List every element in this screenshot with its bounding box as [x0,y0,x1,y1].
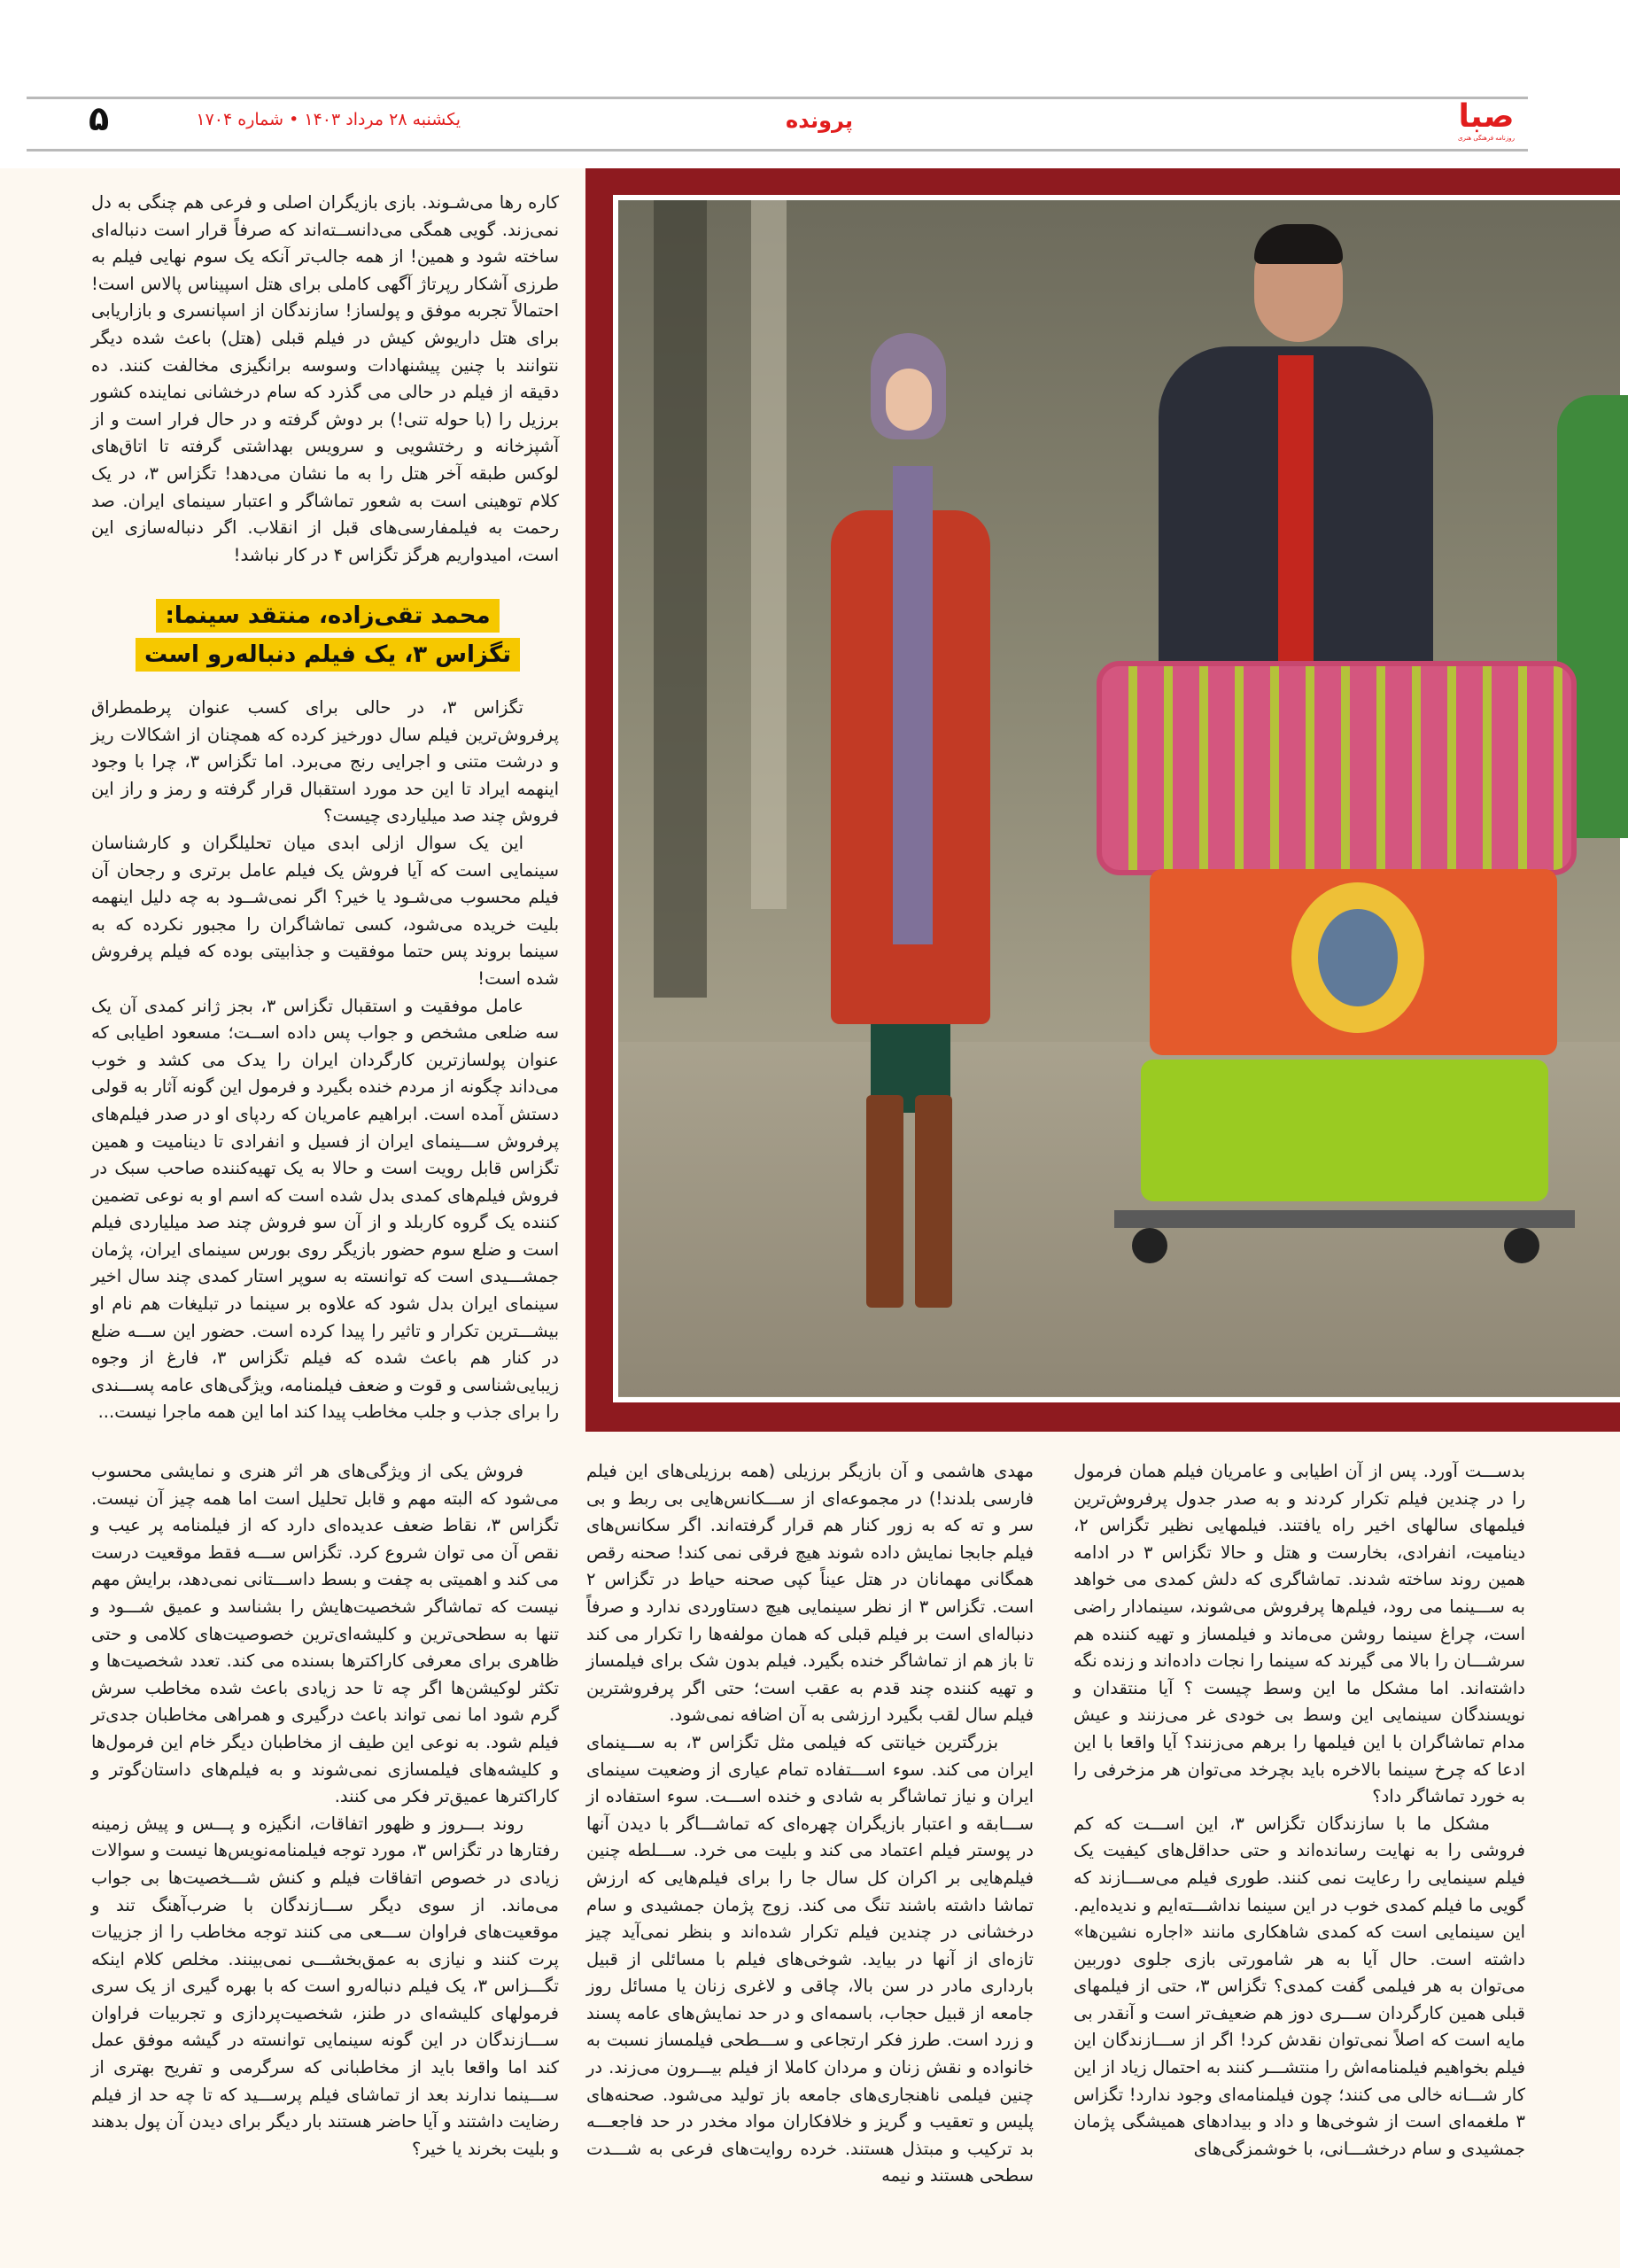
logo-word: صبا [1458,98,1515,135]
headline-line-2: تگزاس ۳، یک فیلم دنباله‌رو است [136,638,520,672]
article-column-a-top [91,190,559,572]
header-bottom-rule [27,149,1528,151]
background-pillar [751,200,787,909]
article-photo [618,200,1620,1397]
paragraph: کاره رها می‌شـوند. بازی بازیگران اصلی و فرعی هم چنگی به دل نمی‌زند. گویی همگی می‌دانســته‌اند که صرفاً قرار است دنباله‌ای ساخته شود و همین! از همه جالب‌تر آنکه یک سوم نهایی فیلم به طرزی آشکار رپرتاژ آگهی کاملی برای هتل اسپیناس پالاس است! احتمالاً تجربه موفق و پولساز! سازندگان از اسپانسری و بازاریابی برای هتل داریوش کیش در فیلم قبلی (هتل) باعث شده دیگر نتوانند با چنین پیشنهادات وسوسه برانگیزی مخالفت کنند. ده دقیقه از فیلم در حالی می گذرد که سام درخشانی نماینده کشور برزیل را (با حوله تنی!) بر دوش گرفته و در حال فرار است و از آشپزخانه و رختشویی و سرویس بهداشتی گرفته تا اتاق‌های لوکس طبقه آخر هتل را به ما نشان می‌دهد! تگزاس ۳، در یک کلام توهینی است به شعور تماشاگر و اعتبار سینمای ایران. صد رحمت به فیلمفارسی‌های قبل از انقلاب. اگر دنباله‌سازی این است، امیدواریم هرگز تگزاس ۴ در کار نباشد! [91,192,560,565]
paragraph: مشکل ما با سازندگان تگزاس ۳، این اســـت که کم فروشی را به نهایت رسانده‌اند و حتی حداقل‌های کیفیت یک فیلم سینمایی را رعایت نمی کنند. طوری فیلم می‌ســـازند که گویی ما فیلم کمدی خوب در این سینما نداشـــته‌ایم و ندیده‌ایم. این سینمایی است که کمدی شاهکاری مانند «اجاره نشین‌ها» داشته است. حال آیا به هر شامورتی بازی جلوی دوربین می‌توان به هر فیلمی گفت کمدی؟ تگزاس ۳، حتی از فیلمهای قبلی همین کارگردان ســـری دوز هم ضعیف‌تر است و آنقدر بی مایه است که اصلاً نمی‌توان نقدش کرد! اگر از ســـازندگان این فیلم بخواهیم فیلمنامه‌اش را منتشـــر کنند به احتمال زیاد از این کار شـــانه خالی می کنند؛ چون فیلمنامه‌ای وجود ندارد! تگزاس ۳ ملغمه‌ای است از شوخی‌ها و داد و بیدادهای همیشگی پژمان جمشیدی و سام درخشـــانی، با خوشمزگی‌های [1074,1813,1525,2159]
cart-wheel [1504,1228,1539,1263]
article-column-a-bottom [91,695,559,1448]
pink-suitcase [1097,661,1577,875]
paragraph: عامل موفقیت و استقبال تگزاس ۳، بجز ژانر کمدی آن یک سه ضلعی مشخص و جواب پس داده اســت؛ مسعود اطیابی که عنوان پولسازترین کارگردان ایران را یدک می کشد و خوب می‌داند چگونه از مردم خنده بگیرد و فرمول این گونه آثار به قولی دستش آمده است. ابراهیم عامریان که ردپای او در صدر فیلم‌های پرفروش ســـینمای ایران از فسیل و انفرادی تا دینامیت و همین تگزاس قابل رویت است و حالا به یک تهیه‌کننده صاحب سبک در فروش فیلم‌های کمدی بدل شده است که اسم او به نوعی تضمین کننده یک گروه کاربلد و از آن سو فروش چند صد میلیاردی فیلم است و ضلع سوم حضور بازیگر روی بورس سینمای ایران، پژمان جمشـــیدی است که توانسته به سوپر استار کمدی چند سال اخیر سینمای ایران بدل شود که علاوه بر سینما در تبلیغات هم نام او بیشـــترین تکرار و تاثیر را پیدا کرده است. حضور این ســـه ضلع در کنار هم باعث شده که فیلم تگزاس ۳، فارغ از وجوه زیبایی‌شناسی و قوت و ضعف فیلمنامه، ویژگی‌های عامه پســـندی را برای جذب و جلب مخاطب پیدا کند اما این همه ماجرا نیست... [91,995,559,1423]
dateline: یکشنبه ۲۸ مرداد ۱۴۰۳ • شماره ۱۷۰۴ [196,110,461,129]
luggage-cart [1114,1210,1575,1228]
paragraph: تگزاس ۳، در حالی برای کسب عنوان پرطمطراق پرفروش‌ترین فیلم سال دورخیز کرده که همچنان از اشکالات ریز و درشت متنی و اجرایی رنج می‌برد. اما تگزاس ۳، چرا با وجود اینهمه ایراد تا این حد مورد استقبال قرار گرفته و رمز و راز این فروش چند صد میلیاردی چیست؟ [91,697,559,827]
article-column-right [1074,1458,1525,2167]
paragraph: فروش یکی از ویژگی‌های هر اثر هنری و نمایشی محسوب می‌شود که البته مهم و قابل تحلیل است اما همه چیز آن نیست. تگزاس ۳، نقاط ضعف عدیده‌ای دارد که از فیلمنامه پر عیب و نقص آن می توان شروع کرد. تگزاس ســـه فقط موقعیت درست می کند و اهمیتی به چفت و بسط داســـتانی نمی‌دهد، برایش مهم نیست که تماشاگر شخصیت‌هایش را بشناسد و عمیق شـــود و تنها به سطحی‌ترین و کلیشه‌ای‌ترین خصوصیت‌های کلامی و حتی ظاهری برای معرفی کاراکترها بسنده می کند. تعدد شخصیت‌ها و تکثر لوکیشن‌ها اگر چه تا حد زیادی باعث شده مخاطب سرش گرم شود اما نمی تواند باعث درگیری و همراهی مخاطبان جدی‌تر فیلم شود. به نوعی این طیف از مخاطبان دیگر خام این فرمول‌ها و کلیشه‌های فیلمسازی نمی‌شوند و به فیلم‌های داستان‌گوتر و کاراکترها عمیق‌تر فکر می کنند. [91,1461,559,1807]
woman-figure [831,333,990,1308]
newspaper-logo [1446,99,1527,143]
paragraph: روند بـــروز و ظهور اتفاقات، انگیزه و پـــس و پیش زمینه رفتارها در تگزاس ۳، مورد توجه فیلمنامه‌نویس‌ها نیست و سوالات زیادی در خصوص اتفاقات فیلم و کنش شـــخصیت‌ها بی جواب می‌ماند. از سوی دیگر ســـازندگان با ضرب‌آهنگ تند و موقعیت‌های فراوان ســـعی می کنند توجه مخاطب را از جزییات پرت کنند و نیازی به عمق‌بخشـــی نمی‌بینند. مخلص کلام اینکه تگـــزاس ۳، یک فیلم دنباله‌رو است که با بهره گیری از یک سری فرمولهای کلیشه‌ای در طنز، شخصیت‌پردازی و تجربیات فراوان ســـازندگان در این گونه سینمایی توانسته در گیشه موفق عمل کند اما واقعا باید از مخاطبانی که سرگرمی و تفریح بهتری از ســـینما ندارند بعد از تماشای فیلم پرســـید که تا چه حد از فیلم رضایت داشتند و آیا حاضر هستند بار دیگر برای دیدن آن پول بدهند و بلیت بخرند یا خیر؟ [91,1813,559,2159]
page-number: ۵ [89,99,110,138]
section-title: پرونده [786,108,853,133]
logo-tagline: روزنامه فرهنگی هنری [1457,135,1516,142]
headline-line-1: محمد تقی‌زاده، منتقد سینما: [156,599,499,633]
paragraph: بزرگترین خیانتی که فیلمی مثل تگزاس ۳، به ســـینمای ایران می کند. سوء اســـتفاده تمام عیاری از وضعیت سینمای ایران و نیاز تماشاگر به شادی و خنده اســـت. سوء استفاده از ســـابقه و اعتبار بازیگران چهره‌ای که تماشـــاگر با دیدن آنها در پوستر فیلم اعتماد می کند و بلیت می خرد. ســـلطه چنین فیلم‌هایی بر اکران کل سال جا را برای فیلم‌هایی که ارزش تماشا داشته باشند تنگ می کند. زوج پژمان جمشیدی و سام درخشانی در چندین فیلم تکرار شده‌اند و بنظر نمی‌آید چیز تازه‌ای از آنها در بیاید. شوخی‌های فیلم با مسائلی از قبیل بارداری مادر در سن بالا، چاقی و لاغری زنان یا مسائل روز جامعه از قبیل حجاب، باسمه‌ای و در حد نمایش‌های عامه پسند و زرد است. طرز فکر ارتجاعی و ســـطحی فیلمساز نسبت به خانواده و نقش زنان و مردان کاملا از فیلم بیـــرون می‌زند. در چنین فیلمی ناهنجاری‌های جامعه باز تولید می‌شود. صحنه‌های پلیس و تعقیب و گریز و خلافکاران مواد مخدر در حد فاجعـــه بد ترکیب و مبتذل هستند. خرده روایت‌های فرعی به شـــدت سطحی هستند و نیمه [586,1731,1034,2186]
header-top-rule [27,97,1528,99]
article-column-left [91,1458,559,2167]
green-suitcase [1141,1060,1548,1201]
suitcase-emblem-inner [1318,909,1398,1006]
paragraph: مهدی هاشمی و آن بازیگر برزیلی (همه برزیلی‌های این فیلم فارسی بلدند!) در مجموعه‌ای از ســـکانس‌هایی بی ربط و بی سر و ته که به زور کنار هم قرار گرفته‌اند. اگر سکانس‌های فیلم جابجا نمایش داده شوند هیچ فرقی نمی کند! صحنه رقص همگانی مهمانان در هتل عیناً کپی صحنه حیاط در تگزاس ۲ است. تگزاس ۳ از نظر سینمایی هیچ دستاوردی ندارد و صرفاً دنباله‌ای است بر فیلم قبلی که همان مولفه‌ها را تکرار می کند تا باز هم از تماشاگر خنده بگیرد. فیلم بدون شک برای فیلمساز و تهیه کننده چند قدم به عقب است؛ حتی اگر پرفروشترین فیلم سال لقب بگیرد ارزشی به آن اضافه نمی‌شود. [586,1461,1034,1726]
man-figure [1150,231,1442,727]
photo-border [613,195,1620,1402]
photo-frame [585,168,1620,1432]
background-pillar [654,200,707,998]
cart-wheel [1132,1228,1167,1263]
paragraph: این یک سوال ازلی ابدی میان تحلیلگران و کارشناسان سینمایی است که آیا فروش یک فیلم عامل برتری و رجحان آن فیلم محسوب می‌شـود یا خیر؟ اگر نمی‌شــود به چه دلیل اینهمه بلیت خریده می‌شود، کسی تماشاگران را مجبور نکرده که به سینما بروند پس حتما موفقیت و جذابیتی بوده که فیلم پرفروش شده است! [91,832,559,989]
subheadline [89,599,567,677]
paragraph: بدســـت آورد. پس از آن اطیابی و عامریان فیلم همان فرمول را در چندین فیلم تکرار کردند و به صدر جدول پرفروش‌ترین فیلمهای سالهای اخیر راه یافتند. فیلمهایی نظیر تگزاس ۲، دینامیت، انفرادی، بخارست و هتل و حالا تگزاس ۳ در ادامه همین روند ساخته شدند. تماشاگری که دلش کمدی می خواهد به ســـینما می رود، فیلم‌ها پرفروش می‌شوند، سینمادار راضی است، چراغ سینما روشن می‌ماند و فیلمساز و تهیه کننده هم سرشـــان را بالا می گیرند که سینما را نجات داده‌اند و زنده نگه داشته‌اند. اما مشکل ما این وسط چیست ؟ آیا منتقدان و نویسندگان سینمایی این وسط بی خودی غر می‌زنند و عیش مدام تماشاگران با این فیلمها را برهم می‌زنند؟ آیا واقعا با این ادعا که چرخ سینما بالاخره باید بچرخد می‌توان هر مزخرفی را به خورد تماشاگر داد؟ [1074,1461,1525,1807]
article-column-middle [586,1458,1034,2186]
